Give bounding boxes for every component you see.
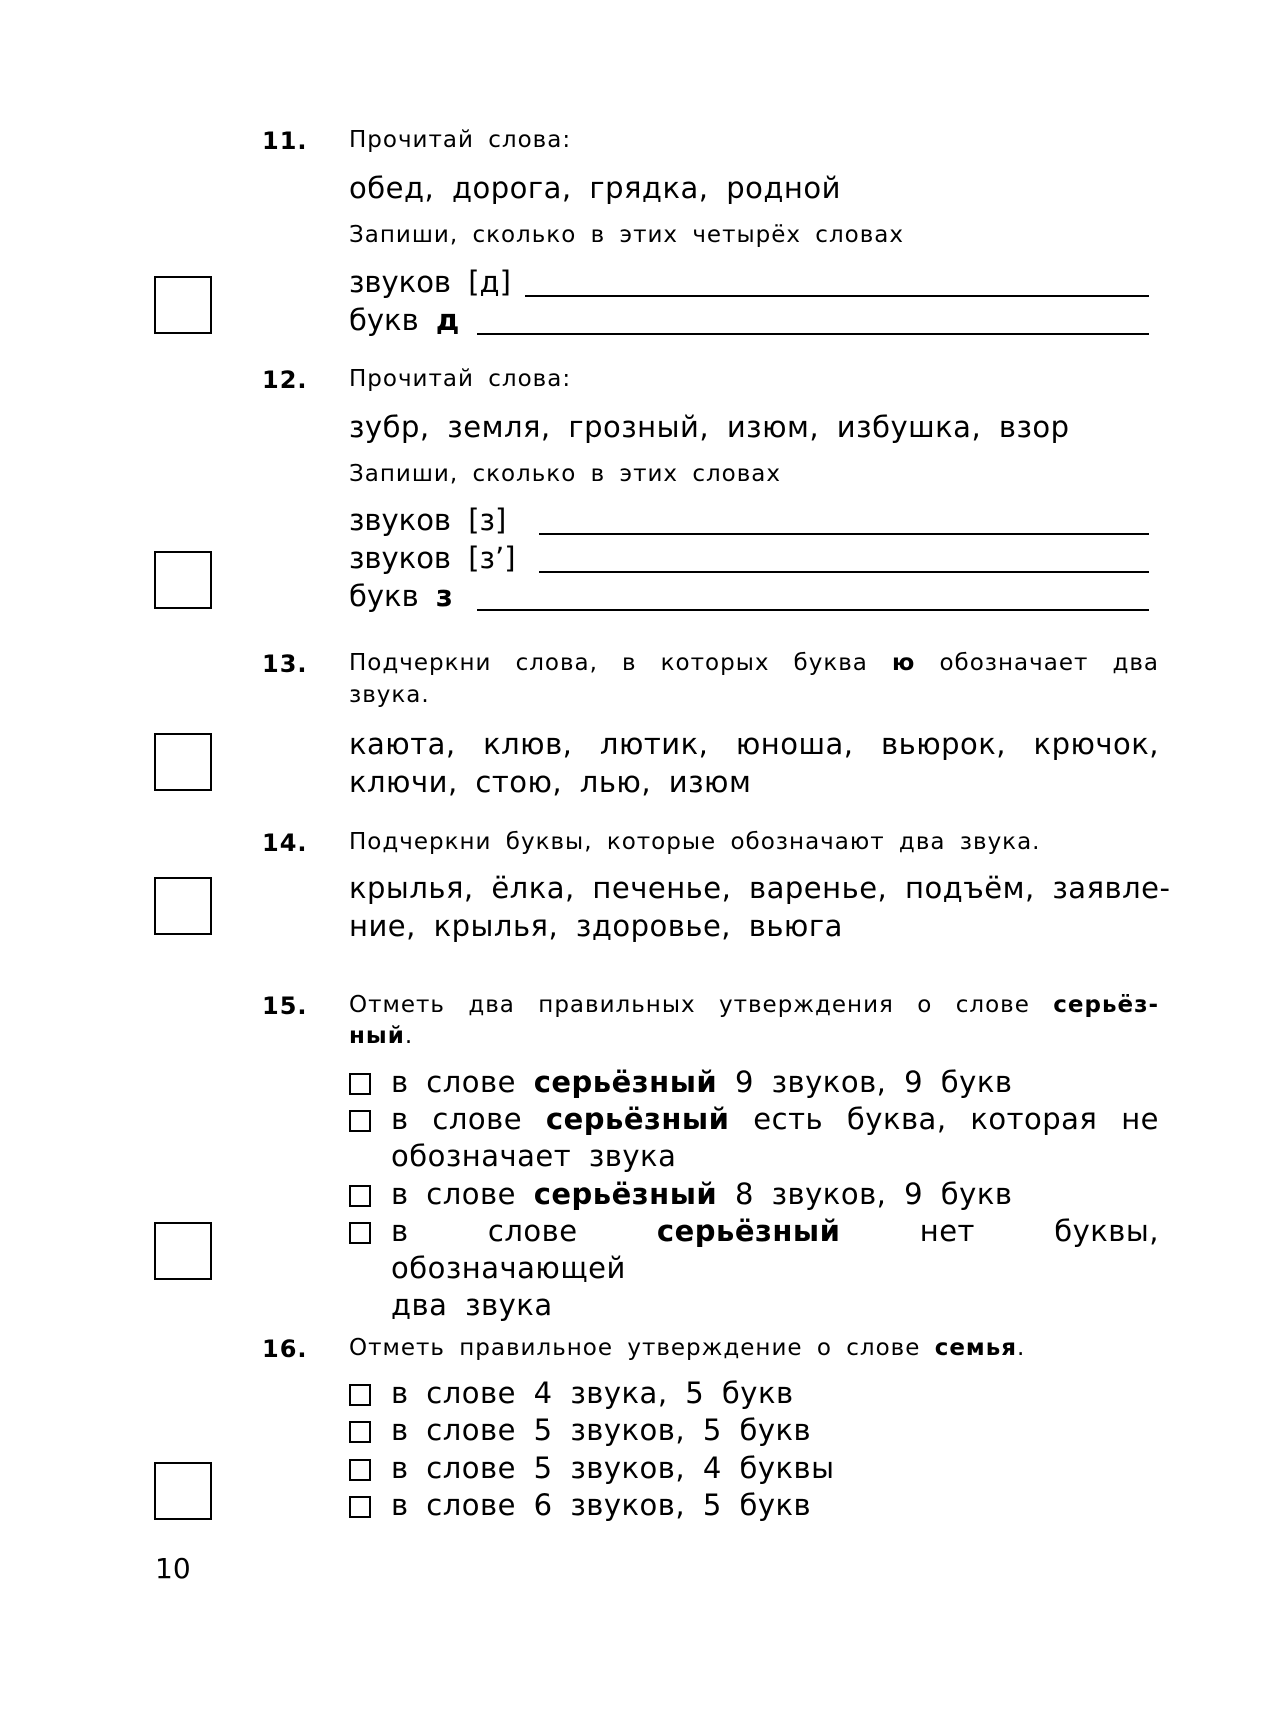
task-number-13: 13. — [262, 650, 308, 678]
task-15-instruction-cont: ный. — [349, 1023, 414, 1049]
checkbox[interactable] — [349, 1384, 371, 1406]
task-15-option-4 — [349, 1213, 1159, 1324]
option-text-cont: обозначает звука — [391, 1139, 677, 1173]
page-number: 10 — [155, 1552, 191, 1585]
score-box-15[interactable] — [154, 1222, 212, 1280]
task-11-words: обед, дорога, грядка, родной — [349, 171, 841, 205]
option-text: в слове 5 звуков, 5 букв — [391, 1413, 812, 1447]
checkbox[interactable] — [349, 1421, 371, 1443]
option-text: в слове 4 звука, 5 букв — [391, 1376, 794, 1410]
checkbox[interactable] — [349, 1222, 371, 1244]
answer-line[interactable] — [477, 333, 1149, 335]
answer-label: звуков [д] — [349, 265, 511, 299]
task-13-instruction-cont: звука. — [349, 682, 430, 708]
score-box-11[interactable] — [154, 276, 212, 334]
option-text: в слове серьёзный 8 звуков, 9 букв — [391, 1177, 1013, 1211]
task-11-answer-row-1 — [349, 265, 1149, 301]
task-number-11: 11. — [262, 127, 308, 155]
answer-label: букв д — [349, 303, 460, 337]
task-16-option-3 — [349, 1450, 1159, 1487]
task-16-option-1 — [349, 1375, 1159, 1412]
task-14-instruction: Подчеркни буквы, которые обозначают два звука. — [349, 829, 1041, 855]
option-text: в слове серьёзный нет буквы, обозначающей — [391, 1214, 1160, 1285]
answer-line[interactable] — [525, 295, 1149, 297]
answer-line[interactable] — [539, 533, 1149, 535]
checkbox[interactable] — [349, 1073, 371, 1095]
checkbox[interactable] — [349, 1110, 371, 1132]
score-box-12[interactable] — [154, 551, 212, 609]
task-13-instruction: Подчеркни слова, в которых буква ю обозначает два — [349, 650, 1160, 676]
task-number-16: 16. — [262, 1335, 308, 1363]
task-11-instruction-2: Запиши, сколько в этих четырёх словах — [349, 222, 904, 248]
option-text-cont: два звука — [391, 1288, 553, 1322]
task-11-answer-row-2 — [349, 303, 1149, 339]
score-box-14[interactable] — [154, 877, 212, 935]
answer-line[interactable] — [539, 571, 1149, 573]
task-12-answer-row-1 — [349, 503, 1149, 539]
option-text: в слове серьёзный есть буква, которая не — [391, 1102, 1160, 1136]
task-15-option-1 — [349, 1064, 1159, 1101]
task-15-instruction: Отметь два правильных утверждения о слове серьёз- — [349, 992, 1159, 1018]
task-12-instruction-2: Запиши, сколько в этих словах — [349, 461, 782, 487]
checkbox[interactable] — [349, 1496, 371, 1518]
checkbox[interactable] — [349, 1185, 371, 1207]
task-16-option-2 — [349, 1412, 1159, 1449]
task-14-words-line-2: ние, крылья, здоровье, вьюга — [349, 909, 843, 943]
answer-label: звуков [з] — [349, 503, 507, 537]
option-text: в слове серьёзный 9 звуков, 9 букв — [391, 1065, 1013, 1099]
answer-label: букв з — [349, 579, 453, 613]
task-13-words-line-1: каюта, клюв, лютик, юноша, вьюрок, крючок, — [349, 727, 1159, 761]
task-12-answer-row-2 — [349, 541, 1149, 577]
task-15-option-2 — [349, 1101, 1159, 1175]
task-number-15: 15. — [262, 992, 308, 1020]
score-box-13[interactable] — [154, 733, 212, 791]
task-16-option-4 — [349, 1487, 1159, 1524]
option-text: в слове 6 звуков, 5 букв — [391, 1488, 812, 1522]
checkbox[interactable] — [349, 1459, 371, 1481]
task-number-14: 14. — [262, 829, 308, 857]
task-15-option-3 — [349, 1176, 1159, 1213]
task-12-instruction: Прочитай слова: — [349, 366, 572, 392]
answer-line[interactable] — [477, 609, 1149, 611]
task-14-words-line-1: крылья, ёлка, печенье, варенье, подъём, заявле- — [349, 871, 1171, 905]
task-12-words: зубр, земля, грозный, изюм, избушка, взор — [349, 410, 1070, 444]
answer-label: звуков [з’] — [349, 541, 516, 575]
task-16-instruction: Отметь правильное утверждение о слове семья. — [349, 1335, 1026, 1361]
task-11-instruction: Прочитай слова: — [349, 127, 572, 153]
task-12-answer-row-3 — [349, 579, 1149, 615]
task-number-12: 12. — [262, 366, 308, 394]
task-13-words-line-2: ключи, стою, лью, изюм — [349, 765, 752, 799]
option-text: в слове 5 звуков, 4 буквы — [391, 1451, 835, 1485]
score-box-16[interactable] — [154, 1462, 212, 1520]
